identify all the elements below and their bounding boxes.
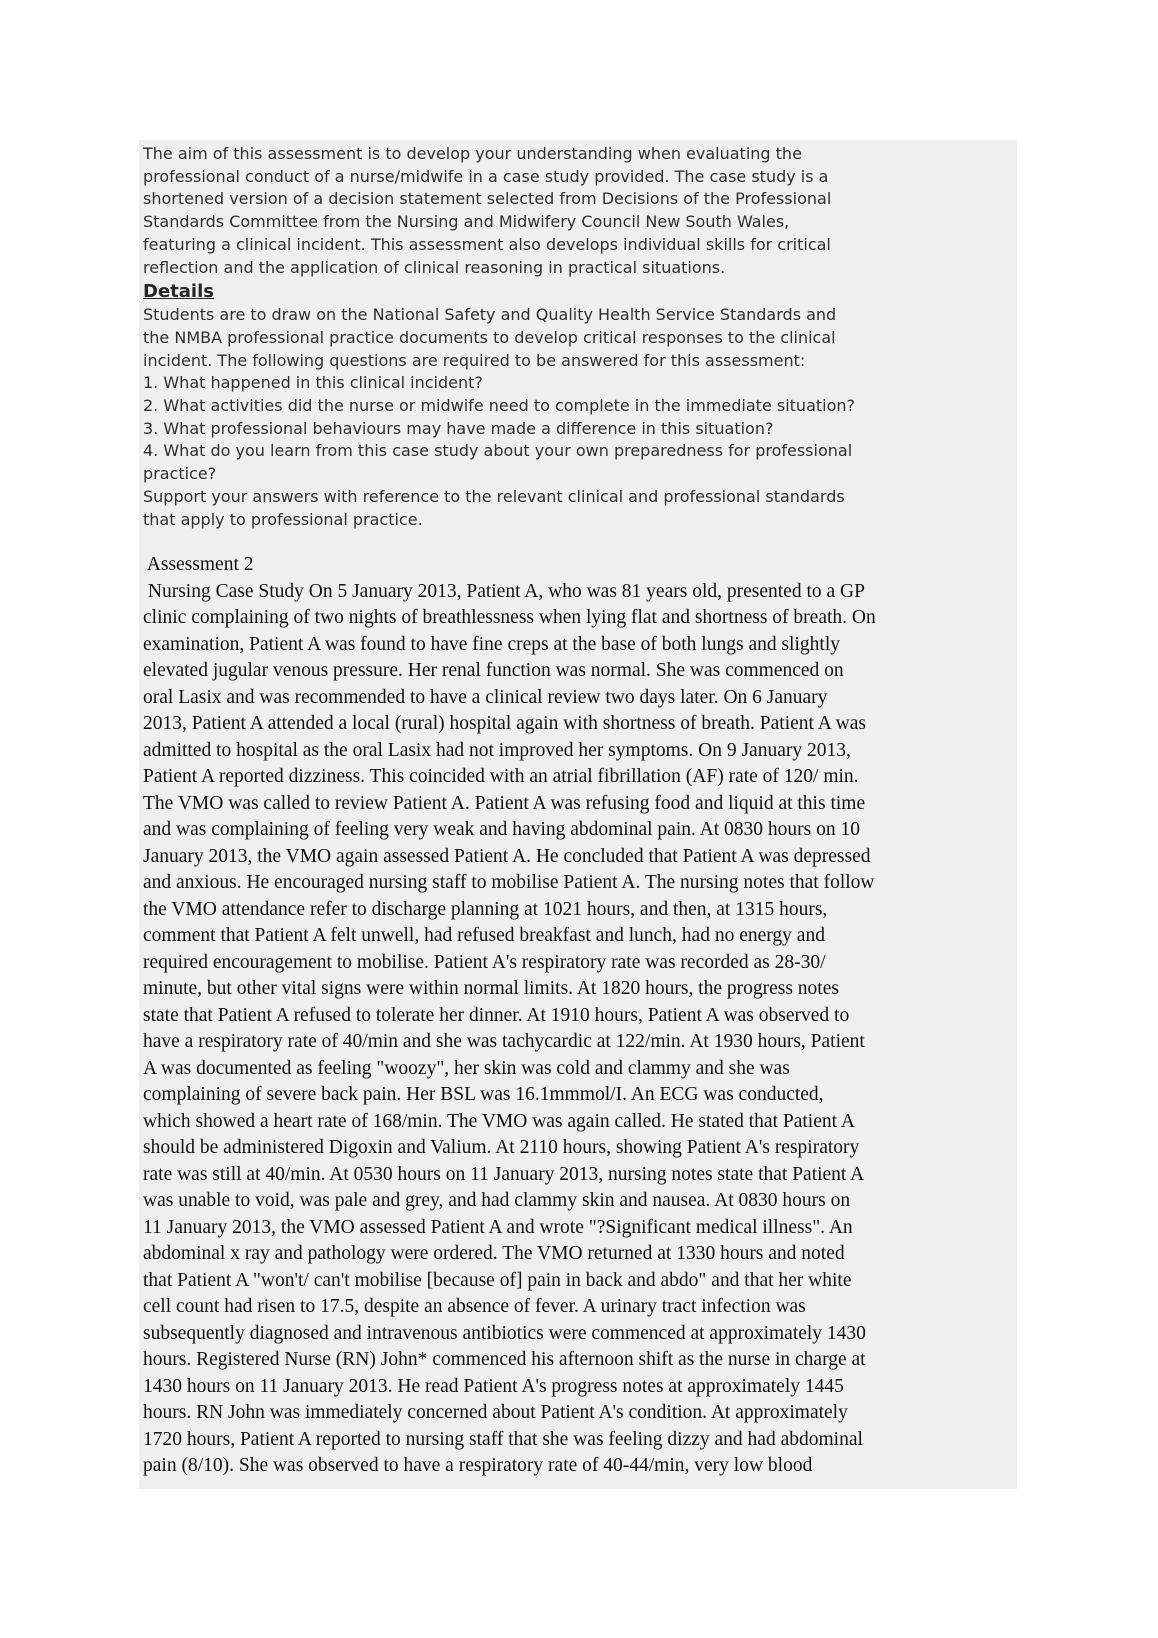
aim-paragraph: The aim of this assessment is to develop your understanding when evaluating the professional conduct of a nurse/midwife in a case study provided. The case study is a shortened version of a decision statement selected from Decisions of the Professional Standards Committee from the Nursing and Midwifery Council New South Wales, featuring a clinical incident. This assessment also develops individual skills for critical reflection and the application of clinical reasoning in practical situations. (143, 144, 832, 277)
details-paragraph: Students are to draw on the National Safety and Quality Health Service Standards and the NMBA professional practice documents to develop critical responses to the clinical incident. The following questions are required to be answered for this assessment: (143, 305, 837, 370)
details-heading: Details (143, 281, 214, 303)
case-study-text: Nursing Case Study On 5 January 2013, Patient A, who was 81 years old, presented to a GP clinic complaining of two nights of breathlessness when lying flat and shortness of breath. On examination, Patient A was found to have fine creps at the base of both lungs and slightly elevated jugular venous pressure. Her renal function was normal. She was commenced on oral Lasix and was recommended to have a clinical review two days later. On 6 January 2013, Patient A attended a local (rural) hospital again with shortness of breath. Patient A was admitted to hospital as the oral Lasix had not improved her symptoms. On 9 January 2013, Patient A reported dizziness. This coincided with an atrial fibrillation (AF) rate of 120/ min. The VMO was called to review Patient A. Patient A was refusing food and liquid at this time and was complaining of feeling very weak and having abdominal pain. At 0830 hours on 10 January 2013, the VMO again assessed Patient A. He concluded that Patient A was depressed and anxious. He encouraged nursing staff to mobilise Patient A. The nursing notes that follow the VMO attendance refer to discharge planning at 1021 hours, and then, at 1315 hours, comment that Patient A felt unwell, had refused breakfast and lunch, had no energy and required encouragement to mobilise. Patient A's respiratory rate was recorded as 28-30/ minute, but other vital signs were within normal limits. At 1820 hours, the progress notes state that Patient A refused to tolerate her dinner. At 1910 hours, Patient A was observed to have a respiratory rate of 40/min and she was tachycardic at 122/min. At 1930 hours, Patient A was documented as feeling "woozy", her skin was cold and clammy and she was complaining of severe back pain. Her BSL was 16.1mmmol/I. An ECG was conducted, which showed a heart rate of 168/min. The VMO was again called. He stated that Patient A should be administered Digoxin and Valium. At 2110 hours, showing Patient A's respiratory rate was still at 40/min. At 0530 hours on 11 January 2013, nursing notes state that Patient A was unable to void, was pale and grey, and had clammy skin and nausea. At 0830 hours on 11 January 2013, the VMO assessed Patient A and wrote "?Significant medical illness". An abdominal x ray and pathology were ordered. The VMO returned at 1330 hours and noted that Patient A "won't/ can't mobilise [because of] pain in back and abdo" and that her white cell count had risen to 17.5, despite an absence of fever. A urinary tract infection was subsequently diagnosed and intravenous antibiotics were commenced at approximately 1430 hours. Registered Nurse (RN) John* commenced his afternoon shift as the nurse in charge at 1430 hours on 11 January 2013. He read Patient A's progress notes at approximately 1445 hours. RN John was immediately concerned about Patient A's condition. At approximately 1720 hours, Patient A reported to nursing staff that she was feeling dizzy and had abdominal pain (8/10). She was observed to have a respiratory rate of 40-44/min, very low blood (143, 580, 876, 1477)
case-study-section (143, 552, 1012, 1480)
assessment-text-block (139, 140, 1017, 1489)
questions-list: 1. What happened in this clinical incident? 2. What activities did the nurse or midwife need to complete in the immediate situation? 3. What professional behaviours may have made a difference in this situation? 4. What do you learn from this case study about your own preparedness for professional practice? (143, 373, 856, 484)
support-paragraph: Support your answers with reference to the relevant clinical and professional standards that apply to professional practice. (143, 486, 845, 529)
assessment-2-title: Assessment 2 (143, 554, 254, 576)
assessment-brief-section (143, 143, 1012, 531)
